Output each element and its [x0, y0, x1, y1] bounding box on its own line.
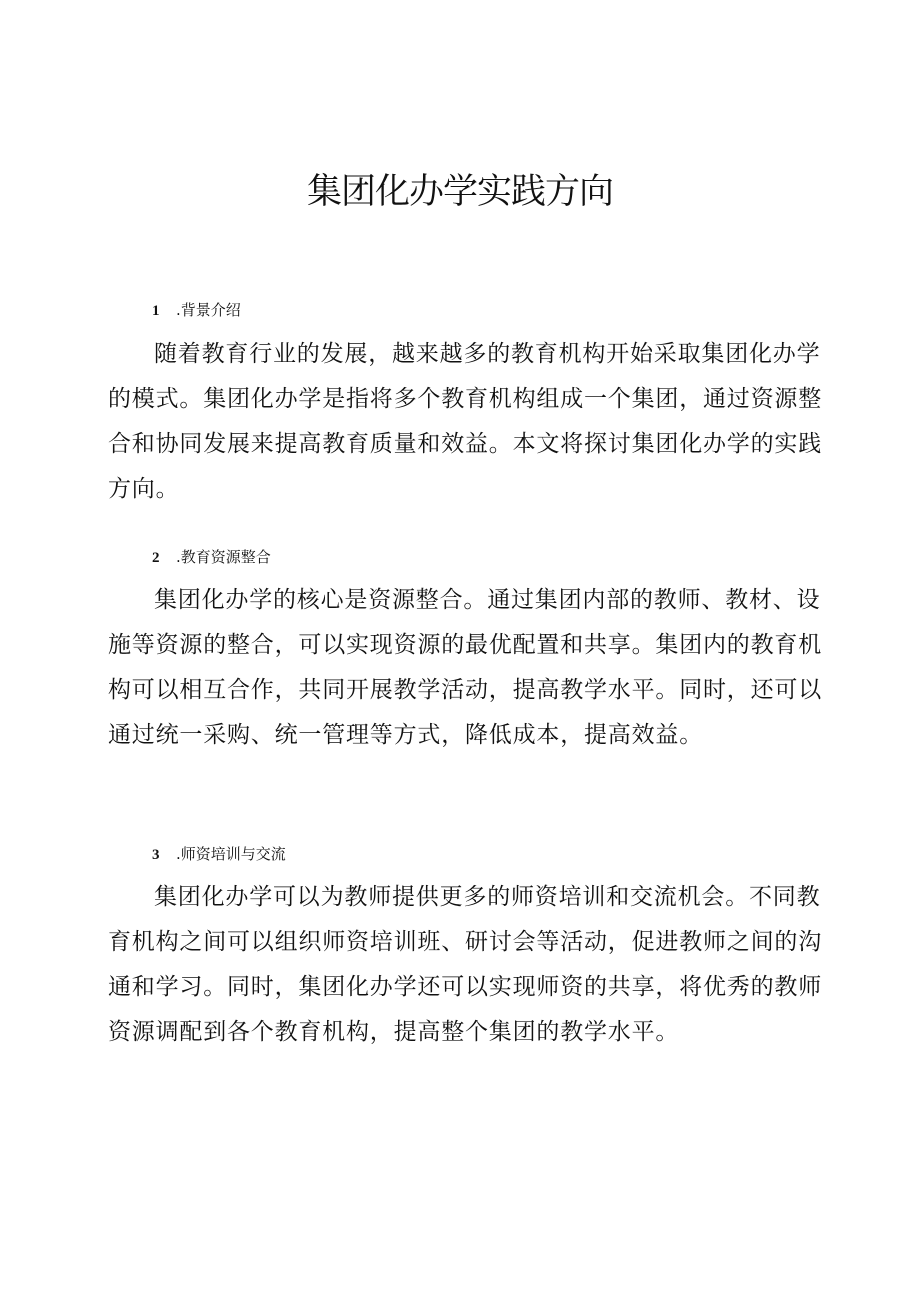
section-heading-text: .师资培训与交流	[176, 845, 286, 863]
section-heading-background	[152, 299, 241, 322]
section-paragraph-resource-integration: 集团化办学的核心是资源整合。通过集团内部的教师、教材、设施等资源的整合，可以实现资源的最优配置和共享。集团内的教育机构可以相互合作，共同开展教学活动，提高教学水平。同时，还可以通过统一采购、统一管理等方式，降低成本，提高效益。	[108, 587, 822, 748]
section-number: 2	[152, 550, 160, 566]
section-paragraph-background: 随着教育行业的发展，越来越多的教育机构开始采取集团化办学的模式。集团化办学是指将多个教育机构组成一个集团，通过资源整合和协同发展来提高教育质量和效益。本文将探讨集团化办学的实践方向。	[108, 341, 822, 502]
section-number: 1	[152, 303, 160, 319]
document-title: 集团化办学实践方向	[306, 172, 613, 212]
section-heading-text: .背景介绍	[176, 301, 241, 319]
section-heading-text: .教育资源整合	[176, 548, 271, 566]
section-paragraph-teacher-training: 集团化办学可以为教师提供更多的师资培训和交流机会。不同教育机构之间可以组织师资培训班、研讨会等活动，促进教师之间的沟通和学习。同时，集团化办学还可以实现师资的共享，将优秀的教师资源调配到各个教育机构，提高整个集团的教学水平。	[108, 884, 822, 1045]
section-number: 3	[152, 847, 160, 863]
section-heading-resource-integration	[152, 546, 271, 569]
section-heading-teacher-training	[152, 843, 286, 866]
